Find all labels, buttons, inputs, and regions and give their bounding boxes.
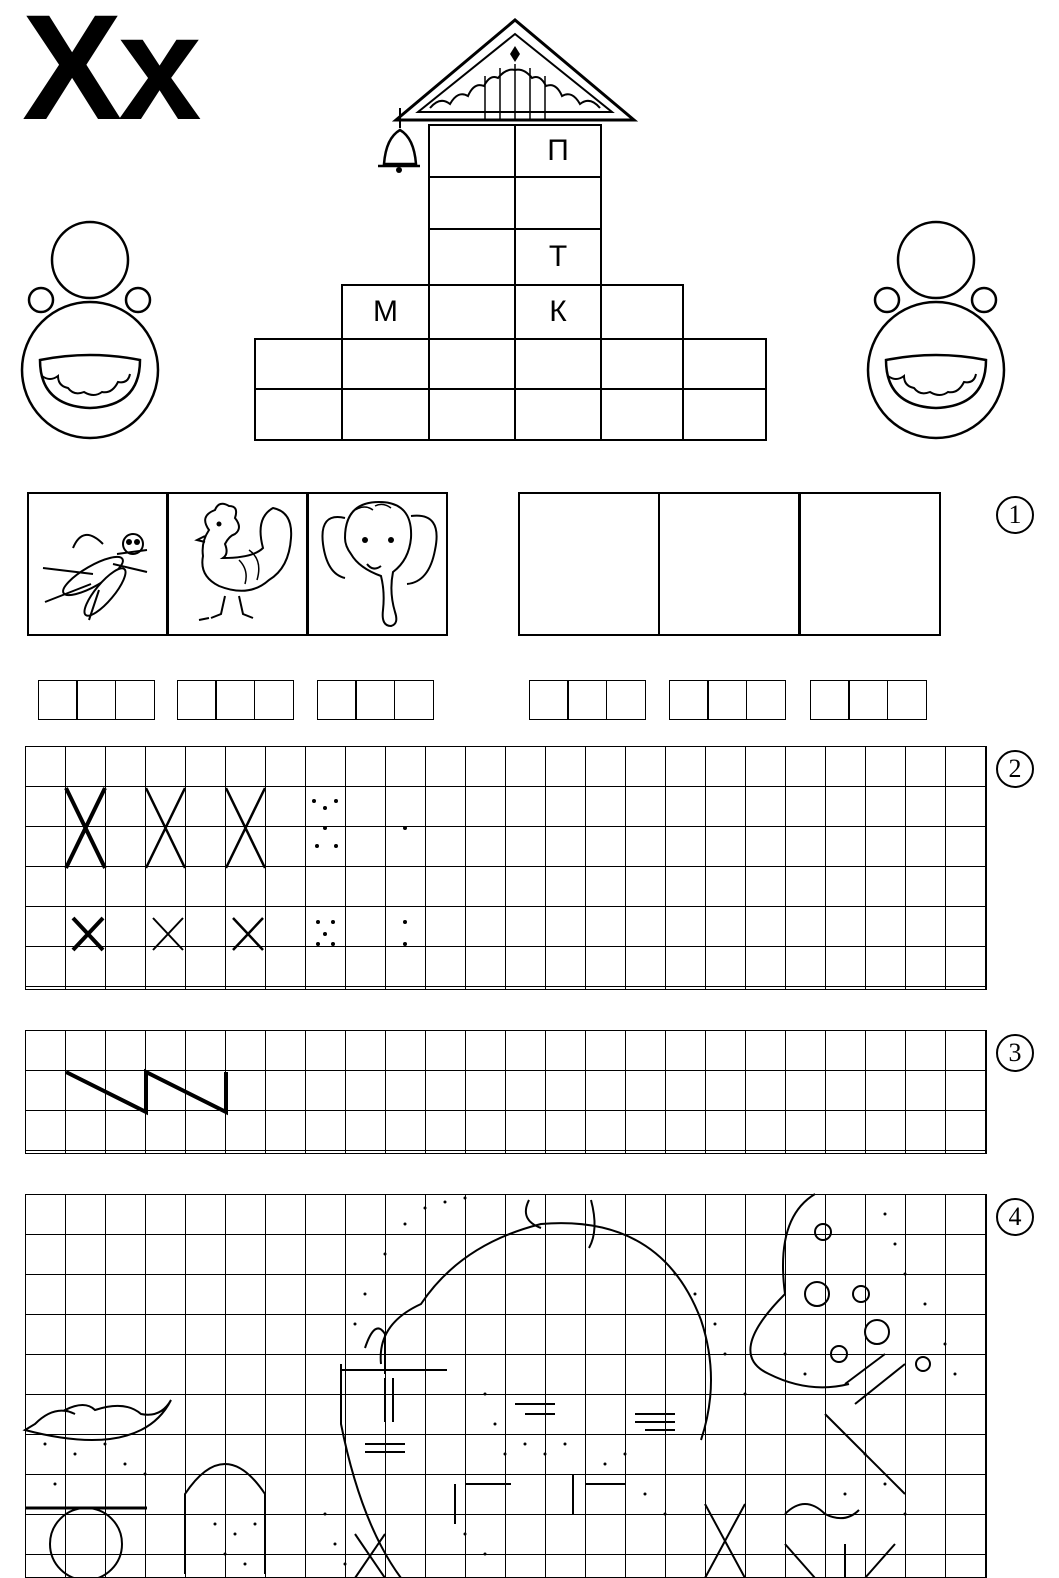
word-scheme[interactable] [178,680,294,720]
page-title: Xx [22,0,198,151]
fly-icon [33,504,163,624]
word-scheme[interactable] [811,680,927,720]
rooster-icon [179,500,299,630]
snowman-icon [22,220,162,442]
house-letter-t: Т [514,228,602,286]
snowman-icon [868,220,1008,442]
picture-box-elephant [307,492,448,636]
picture-box-rooster [167,492,308,636]
bell-icon [372,106,422,176]
house-letter-m: М [341,284,430,340]
house-letter-p: П [514,124,602,178]
word-scheme[interactable] [318,680,434,720]
word-scheme[interactable] [39,680,155,720]
house-roof [390,16,640,128]
letter-x-tracing [25,746,987,990]
picture-box-fly [27,492,168,636]
word-scheme[interactable] [530,680,646,720]
exercise-number-1: 1 [996,496,1034,534]
dot-picture [25,1194,987,1578]
elephant-icon [315,498,445,632]
exercise-number-4: 4 [996,1198,1034,1236]
answer-box[interactable] [518,492,660,636]
word-scheme[interactable] [670,680,786,720]
answer-box[interactable] [658,492,800,636]
exercise-number-3: 3 [996,1034,1034,1072]
house-letter-k: К [514,284,602,340]
pattern-tracing [25,1030,987,1154]
answer-box[interactable] [799,492,941,636]
exercise-number-2: 2 [996,750,1034,788]
